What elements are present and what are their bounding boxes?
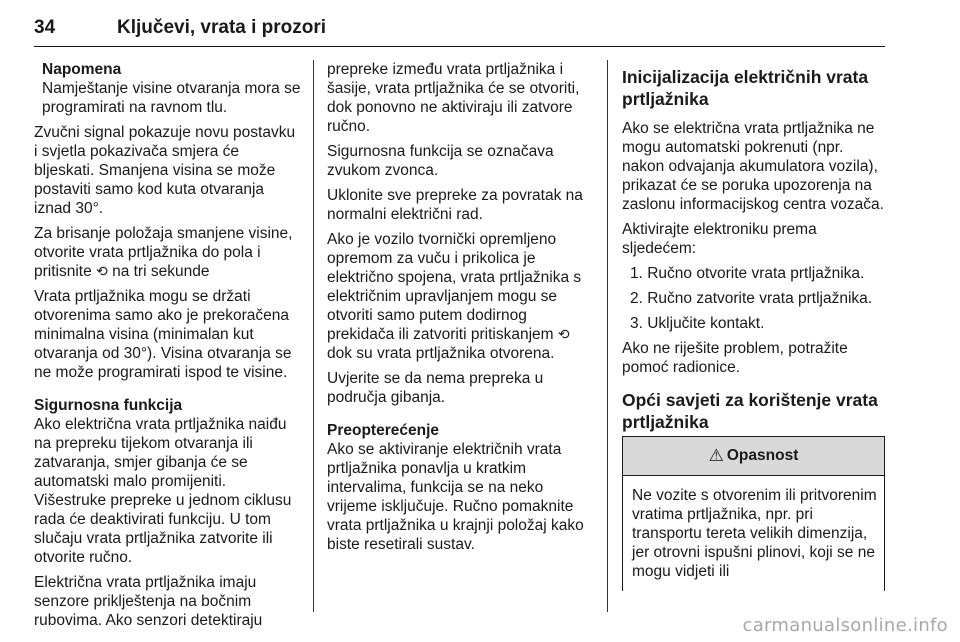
paragraph: Vrata prtljažnika mogu se držati otvorenima samo ako je prekoračena minimalna visina (minimalan kut otvaranja od 30°). Visina otvaranja se ne može programirati ispod te visine. <box>34 288 292 381</box>
page-number: 34 <box>34 17 56 38</box>
chapter-title: Ključevi, vrata i prozori <box>117 17 327 38</box>
column-divider <box>607 60 608 612</box>
paragraph-text: Ako je vozilo tvornički opremljeno opremom za vuču i prikolica je električno spojena, vrata prtljažnika s električnim upravljanjem mogu se otvoriti samo putem dodirnog prekidača ili zatvoriti pritiskanjem <box>327 231 582 343</box>
paragraph-text: dok su vrata prtljažnika otvorena. <box>327 345 555 362</box>
list-item: 1. Ručno otvorite vrata prtljažnika. <box>630 265 865 282</box>
paragraph: Uklonite sve prepreke za povratak na normalni električni rad. <box>327 187 583 223</box>
paragraph: Električna vrata prtljažnika imaju senzore priklještenja na bočnim rubovima. Ako senzori detektiraju <box>34 574 263 629</box>
paragraph: prepreke između vrata prtljažnika i šasije, vrata prtljažnika će se otvoriti, dok ponovno ne aktiviraju ili zatvore ručno. <box>327 61 580 135</box>
list-item: 3. Uključite kontakt. <box>630 315 765 332</box>
paragraph: Ako se aktiviranje električnih vrata prtljažnika ponavlja u kratkim intervalima, funkcija se na neko vrijeme isključuje. Ručno pomaknite vrata prtljažnika u krajnji položaj kako biste resetirali sustav. <box>327 441 584 553</box>
section-heading: Preopterećenje <box>327 422 439 439</box>
warning-triangle-icon: ⚠ <box>708 446 724 466</box>
paragraph: Ako se električna vrata prtljažnika ne mogu automatski pokrenuti (npr. nakon odvajanja akumulatora vozila), prikazat će se poruka upozorenja na zaslonu informacijskog centra vozača. <box>622 120 884 213</box>
paragraph: Aktivirajte elektroniku prema sljedećem: <box>622 221 817 257</box>
paragraph <box>34 224 302 281</box>
paragraph-text: na tri sekunde <box>112 263 210 280</box>
warning-text: Ne vozite s otvorenim ili pritvorenim vratima prtljažnika, npr. pri transportu tereta velikih dimenzija, jer otrovni ispušni plinovi, koji se ne mogu vidjeti ili <box>632 487 877 580</box>
paragraph-text: Za brisanje položaja smanjene visine, otvorite vrata prtljažnika do pola i pritisnite <box>34 225 293 280</box>
column-right <box>622 60 886 442</box>
paragraph <box>327 230 593 363</box>
section-title: Inicijalizacija električnih vrata prtljažnika <box>622 67 869 109</box>
paragraph: Ako električna vrata prtljažnika naiđu na prepreku tijekom otvaranja ili zatvaranja, smjer gibanja će se automatski malo promijeniti. Višestruke prepreke u jednom ciklusu rada će deaktivirati funkciju. U tom slučaju vrata prtljažnika zatvorite ili otvorite ručno. <box>34 416 292 566</box>
tailgate-key-icon: ⟲ <box>96 264 108 280</box>
steps-list <box>622 264 886 333</box>
page-header <box>34 6 885 47</box>
watermark: carmanualsonline.info <box>742 615 948 636</box>
note-title: Napomena <box>42 61 122 78</box>
note-block <box>34 60 302 117</box>
section-heading: Sigurnosna funkcija <box>34 397 183 414</box>
paragraph: Ako ne riješite problem, potražite pomoć radionice. <box>622 340 848 376</box>
warning-title: Opasnost <box>726 447 799 464</box>
section-title: Opći savjeti za korištenje vrata prtljažnika <box>622 390 878 432</box>
column-middle <box>327 60 593 560</box>
warning-header <box>623 437 884 476</box>
column-left <box>34 60 302 636</box>
note-text: Namještanje visine otvaranja mora se programirati na ravnom tlu. <box>42 80 301 116</box>
paragraph: Zvučni signal pokazuje novu postavku i svjetla pokazivača smjera će bljeskati. Smanjena visina se može postaviti samo kod kuta otvaranja iznad 30°. <box>34 124 296 217</box>
tailgate-key-icon: ⟲ <box>557 327 570 343</box>
paragraph: Uvjerite se da nema prepreka u područja gibanja. <box>327 370 544 406</box>
paragraph: Sigurnosna funkcija se označava zvukom zvonca. <box>327 143 554 179</box>
warning-box <box>622 436 885 591</box>
column-divider <box>313 60 314 612</box>
list-item: 2. Ručno zatvorite vrata prtljažnika. <box>630 290 873 307</box>
